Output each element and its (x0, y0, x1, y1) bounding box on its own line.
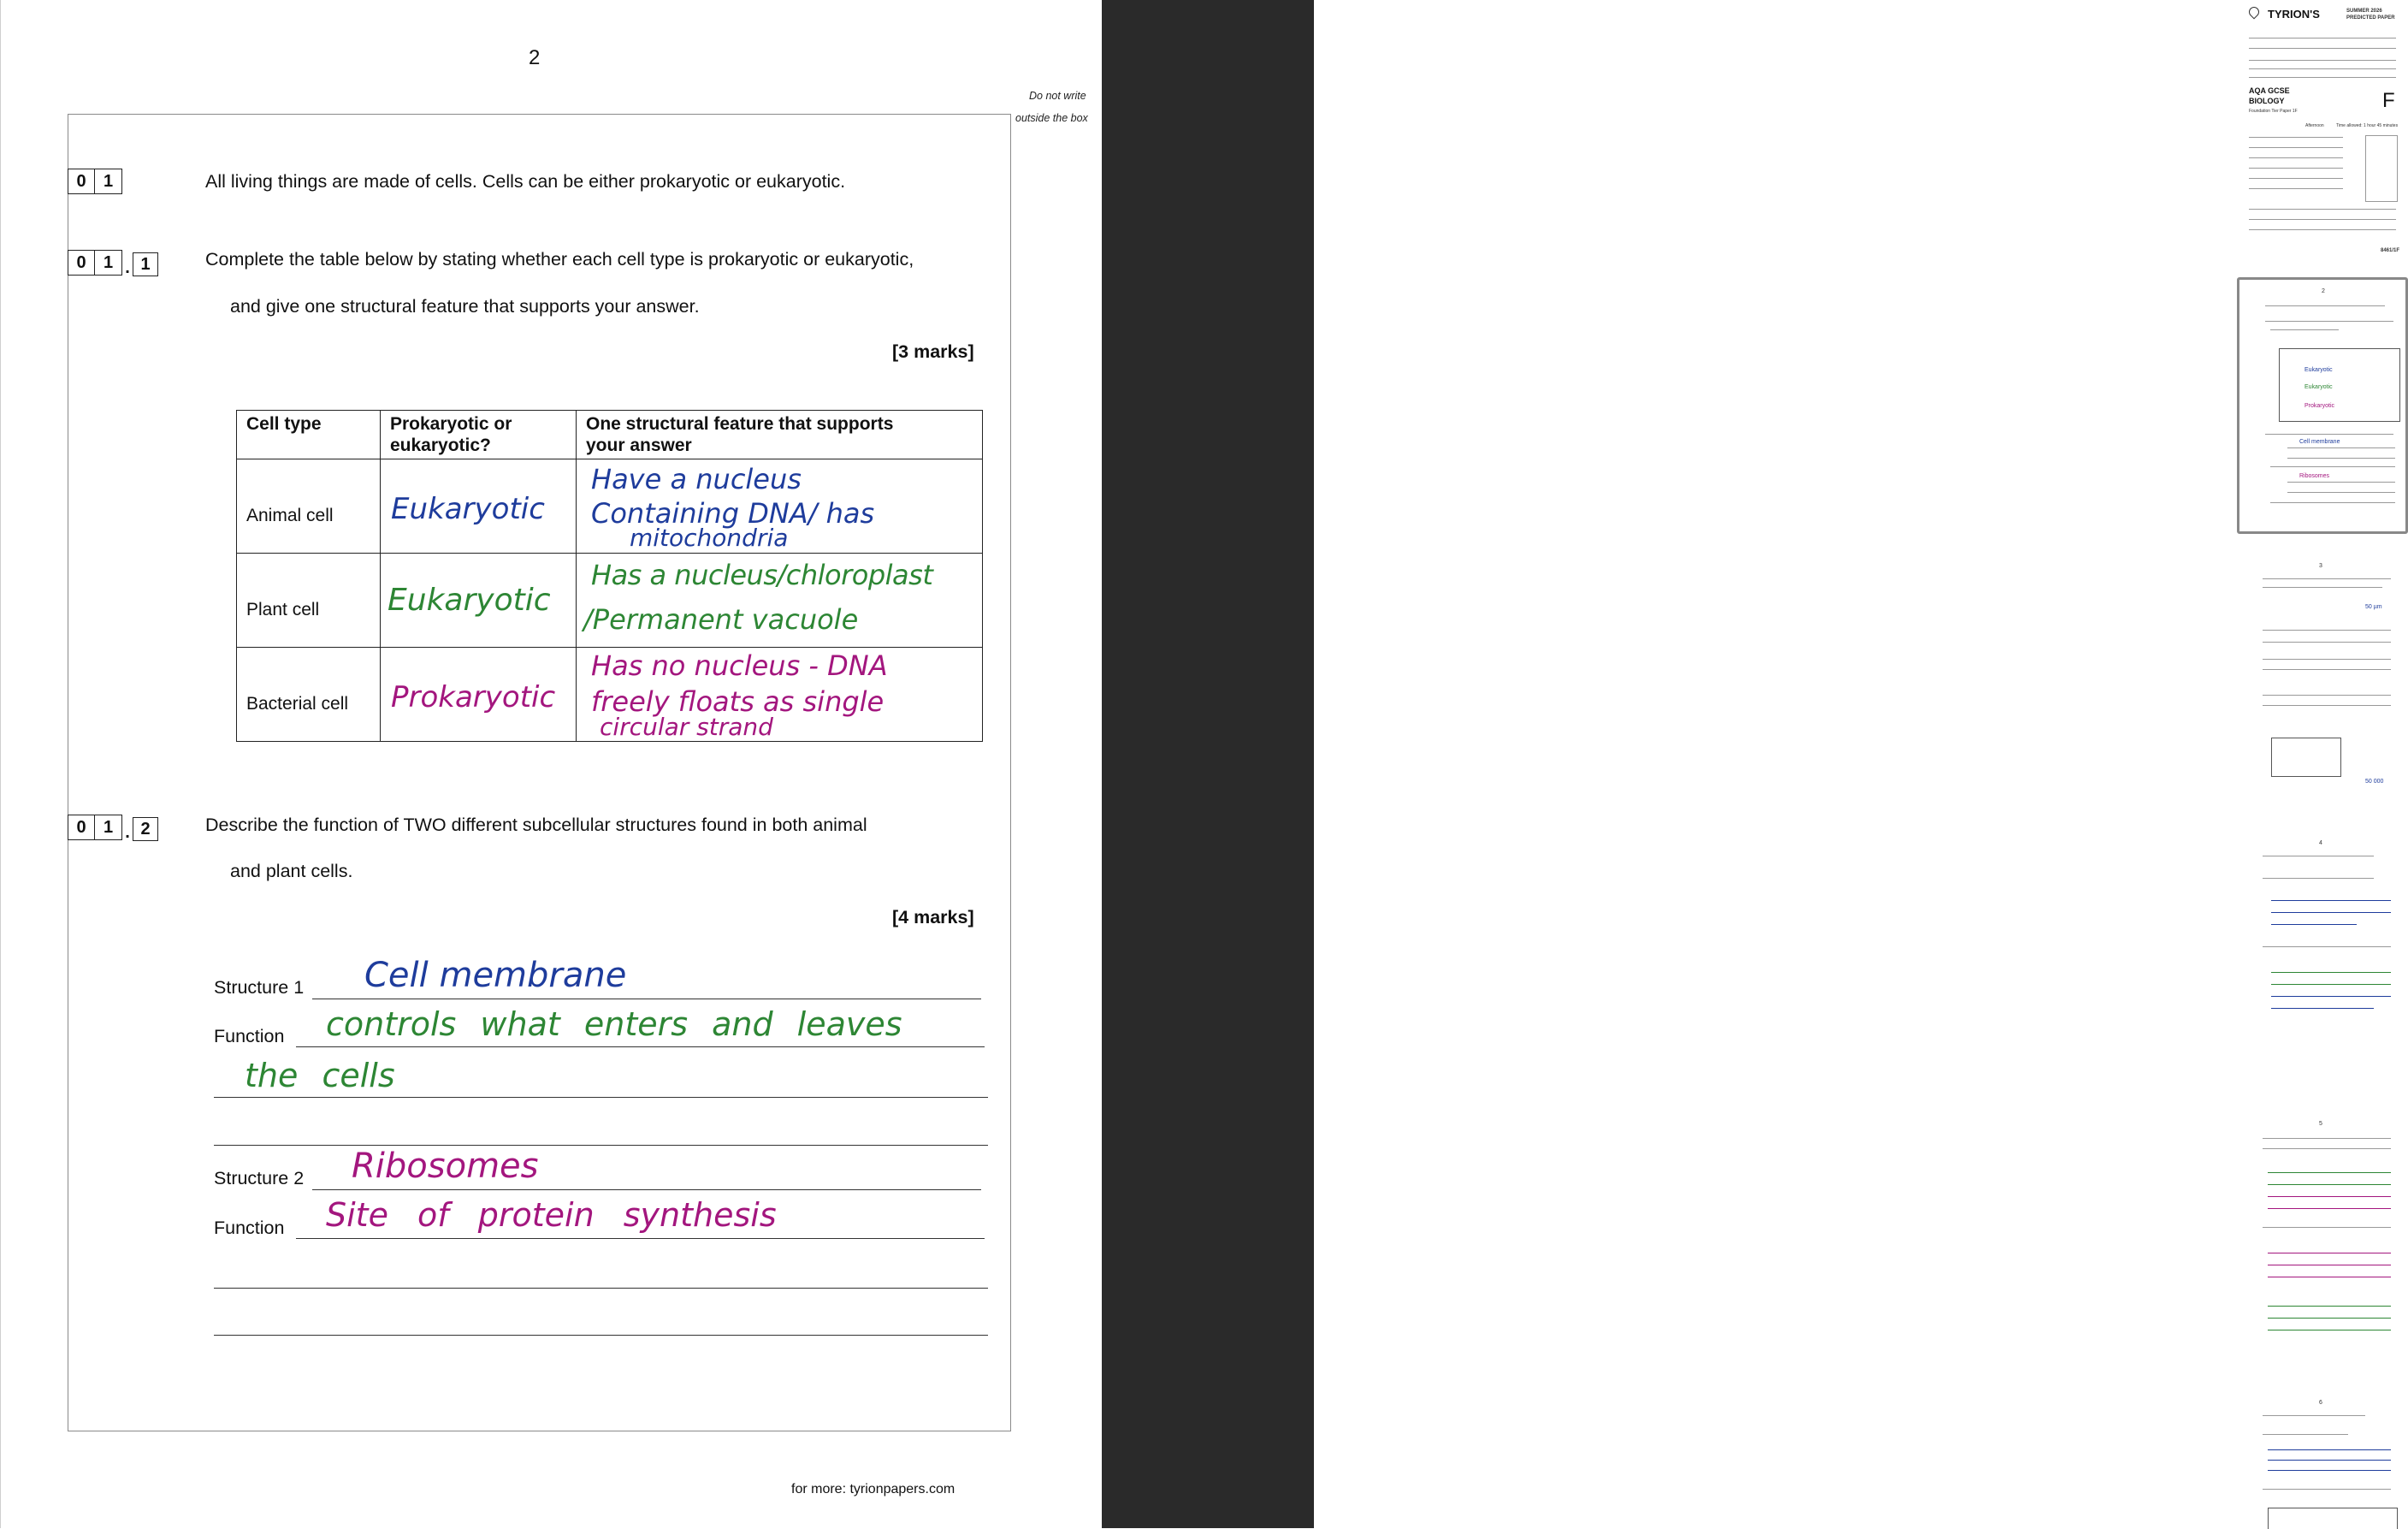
text-line (2287, 482, 2395, 483)
answer-line (214, 1097, 988, 1098)
answer-line (214, 1145, 988, 1146)
table-row (237, 459, 983, 554)
text-line (2263, 1138, 2391, 1139)
text-line (2263, 578, 2391, 579)
text-line (2263, 878, 2374, 879)
question-digit: 2 (133, 817, 158, 841)
table-header-prokaryotic (381, 411, 577, 459)
text-line (2263, 642, 2391, 643)
text-line (2287, 492, 2395, 493)
text-line (2287, 458, 2395, 459)
thumbnail-page-3[interactable] (2237, 558, 2408, 815)
question-digit: 0 (68, 169, 95, 194)
text-line (2249, 178, 2343, 179)
question-number-01-2 (68, 814, 158, 841)
cell-type-label: Plant cell (246, 600, 320, 619)
table-cell (381, 459, 577, 554)
question-digit: 1 (133, 252, 158, 276)
handwritten-answer: Containing DNA/ has (591, 497, 875, 530)
question-digit: 1 (95, 250, 122, 276)
form-line (2249, 77, 2396, 78)
text-line (2268, 1318, 2391, 1319)
text-line (2263, 659, 2391, 660)
text-line (2268, 1196, 2391, 1197)
text-line (2271, 972, 2391, 973)
text-line (2268, 1470, 2391, 1471)
text-line (2263, 705, 2391, 706)
thumbnail-page-2[interactable] (2237, 277, 2408, 534)
session-label: Afternoon (2305, 123, 2324, 128)
text-line (2249, 157, 2343, 158)
thumbnail-table (2279, 348, 2400, 422)
text-line (2263, 1489, 2391, 1490)
text-line (2268, 1208, 2391, 1209)
question-01-1-text-line1: Complete the table below by stating whether each cell type is prokaryotic or eukaryotic, (205, 249, 914, 270)
text-line (2270, 466, 2395, 467)
table-row (237, 648, 983, 742)
page-number: 2 (529, 46, 541, 69)
handwritten-answer: Cell membrane (364, 956, 627, 995)
question-digit: 0 (68, 250, 95, 276)
handwritten-answer: Eukaryotic (391, 492, 545, 526)
margin-note-line1: Do not write (1029, 90, 1086, 102)
handwritten-answer: Site of protein synthesis (326, 1196, 777, 1234)
table-cell (237, 648, 381, 742)
table-header-cell-type: Cell type (237, 411, 381, 459)
text-line (2263, 1148, 2391, 1149)
table-cell (381, 648, 577, 742)
text-line (2249, 168, 2343, 169)
handwritten-answer: Has no nucleus - DNA (591, 649, 888, 682)
form-line (2249, 68, 2396, 69)
edition-label-2: PREDICTED PAPER (2346, 15, 2395, 21)
table-header-row (237, 411, 983, 459)
text-line (2263, 1415, 2365, 1416)
brand-name: TYRION'S (2268, 8, 2320, 21)
table-cell (577, 648, 983, 742)
question-01-2-marks: [4 marks] (892, 907, 974, 927)
text-line (2263, 1434, 2348, 1435)
header-line: One structural feature that supports (586, 414, 894, 434)
thumbnail-page-number: 4 (2319, 840, 2322, 846)
text-line (2271, 924, 2357, 925)
text-line (2287, 447, 2395, 448)
form-line (2249, 60, 2396, 61)
text-line (2268, 1306, 2391, 1307)
answer-line (296, 1046, 985, 1047)
table-cell (237, 554, 381, 648)
text-line (2263, 695, 2391, 696)
text-line (2249, 209, 2396, 210)
table-cell (237, 459, 381, 554)
table-cell (577, 459, 983, 554)
table-row (237, 554, 983, 648)
table-cell (381, 554, 577, 648)
text-line (2265, 305, 2385, 306)
exam-board: AQA GCSE (2249, 86, 2290, 95)
edition-label: SUMMER 2026 (2346, 9, 2382, 14)
question-digit: 0 (68, 815, 95, 840)
thumbnail-page-number: 2 (2322, 288, 2325, 294)
table-cell (577, 554, 983, 648)
location-pin-icon (2247, 5, 2262, 20)
text-line (2268, 1172, 2391, 1173)
text-line (2268, 1449, 2391, 1450)
question-01-text: All living things are made of cells. Cells can be either prokaryotic or eukaryotic. (205, 171, 846, 192)
text-line (2271, 912, 2391, 913)
text-line (2249, 137, 2343, 138)
text-line (2268, 1460, 2391, 1461)
question-number-01-1 (68, 249, 158, 276)
thumbnail-page-4[interactable] (2237, 835, 2408, 1093)
handwritten-answer: /Permanent vacuole (583, 603, 859, 636)
time-label: Time allowed: 1 hour 45 minutes (2336, 123, 2399, 128)
handwritten-answer: Has a nucleus/chloroplast (591, 559, 933, 591)
answer-line (214, 1335, 988, 1336)
text-line (2271, 1008, 2374, 1009)
text-line (2271, 996, 2391, 997)
thumbnail-table (2268, 1508, 2398, 1529)
handwritten-answer: Prokaryotic (391, 680, 556, 714)
examiner-grid (2365, 135, 2398, 202)
paper-code: 8461/1F (2381, 248, 2400, 253)
header-line: eukaryotic? (390, 436, 491, 455)
question-digit: 1 (95, 169, 122, 194)
form-line (2249, 48, 2396, 49)
document-page (0, 0, 1103, 1528)
handwritten-answer: Eukaryotic (388, 583, 551, 618)
text-line (2271, 900, 2391, 901)
table-header-feature (577, 411, 983, 459)
thumbnail-answer: Ribosomes (2299, 473, 2330, 479)
thumbnail-table (2271, 738, 2341, 777)
handwritten-answer: the cells (245, 1057, 395, 1094)
thumbnail-page-1[interactable] (2237, 0, 2408, 258)
thumbnail-sidebar[interactable] (1102, 0, 2400, 1528)
text-line (2263, 587, 2382, 588)
question-number-01 (68, 169, 122, 194)
structure-1-label: Structure 1 (214, 977, 305, 998)
tier-label: Foundation Tier Paper 1F (2249, 109, 2298, 114)
cell-type-label: Bacterial cell (246, 694, 349, 714)
question-01-1-marks: [3 marks] (892, 341, 974, 362)
thumbnail-answer: Eukaryotic (2304, 384, 2333, 390)
answer-line (214, 1288, 988, 1289)
function-2-label: Function (214, 1218, 285, 1238)
question-dot: . (125, 823, 130, 842)
subject: BIOLOGY (2249, 97, 2285, 105)
thumbnail-page-number: 5 (2319, 1121, 2322, 1127)
thumbnail-page-6[interactable] (2237, 1395, 2408, 1528)
handwritten-answer: Ribosomes (352, 1147, 539, 1186)
page-footer: for more: tyrionpapers.com (791, 1482, 956, 1496)
text-line (2249, 147, 2343, 148)
text-line (2263, 669, 2391, 670)
text-line (2263, 630, 2391, 631)
cell-type-label: Animal cell (246, 506, 334, 525)
thumbnail-answer: Cell membrane (2299, 439, 2340, 445)
thumbnail-answer: Prokaryotic (2304, 403, 2335, 409)
text-line (2265, 434, 2393, 435)
function-1-label: Function (214, 1026, 285, 1046)
text-line (2270, 502, 2395, 503)
handwritten-answer: controls what enters and leaves (326, 1005, 902, 1043)
text-line (2270, 329, 2339, 330)
question-01-2-text-line1: Describe the function of TWO different subcellular structures found in both animal (205, 815, 867, 835)
thumbnail-page-number: 3 (2319, 563, 2322, 569)
text-line (2263, 1227, 2391, 1228)
answer-line (312, 1189, 981, 1190)
answer-line (296, 1238, 985, 1239)
cell-type-table (236, 410, 983, 742)
text-line (2263, 946, 2391, 947)
question-dot: . (125, 258, 130, 277)
question-01-1-text-line2: and give one structural feature that supports your answer. (230, 296, 700, 317)
thumbnail-page-5[interactable] (2237, 1116, 2408, 1374)
structure-2-label: Structure 2 (214, 1168, 305, 1188)
question-01-2-text-line2: and plant cells. (230, 861, 353, 881)
text-line (2249, 219, 2396, 220)
handwritten-answer: Have a nucleus (591, 463, 802, 495)
thumbnail-page-number: 6 (2319, 1400, 2322, 1406)
handwritten-answer: freely floats as single (591, 685, 885, 718)
text-line (2249, 229, 2396, 230)
thumbnail-answer: 50 µm (2365, 604, 2382, 610)
tier-letter: F (2382, 89, 2395, 112)
handwritten-answer: circular strand (600, 713, 773, 741)
text-line (2249, 188, 2343, 189)
text-line (2265, 321, 2393, 322)
header-line: Prokaryotic or (390, 414, 512, 434)
thumbnail-answer: 50 000 (2365, 779, 2384, 785)
header-line: your answer (586, 436, 692, 455)
text-line (2271, 984, 2391, 985)
margin-note-line2: outside the box (1015, 112, 1088, 124)
form-line (2249, 38, 2396, 39)
thumbnail-answer: Eukaryotic (2304, 367, 2333, 373)
text-line (2268, 1184, 2391, 1185)
handwritten-answer: mitochondria (630, 524, 789, 552)
question-digit: 1 (95, 815, 122, 840)
